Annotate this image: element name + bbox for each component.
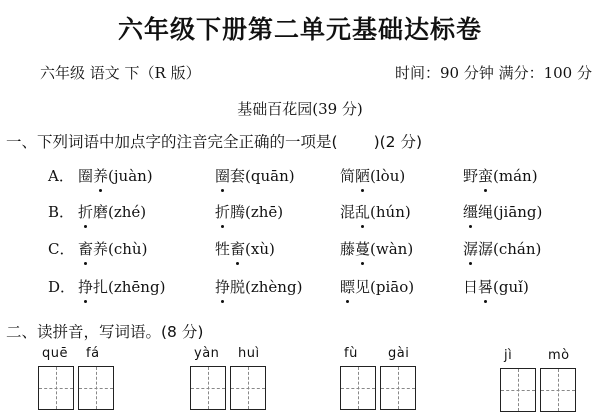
pinyin-syllable: quē [42,346,68,361]
dotted-character: 畜 [78,240,94,258]
dotted-character: 折 [215,203,231,221]
word-part: 日 [463,278,479,296]
writing-box[interactable] [230,366,266,410]
question-2: 二、读拼音，写词语。(8 分) [6,323,204,341]
dotted-character: 圈 [215,167,231,185]
option-word [215,238,275,259]
option-word [215,201,283,222]
pinyin-syllable: jì [504,348,513,363]
word-pinyin: 套(quān) [230,167,295,185]
dotted-character: 折 [78,203,94,221]
time-score: 时间：90 分钟 满分：100 分 [394,64,592,82]
writing-box[interactable] [380,366,416,410]
question-1 [6,130,422,152]
dotted-character: 蛮 [478,167,494,185]
pinyin-syllable: gài [388,346,410,361]
word-pinyin: 扎(zhēng) [93,278,166,296]
word-pinyin: (lòu) [370,167,406,185]
word-pinyin: (guǐ) [493,278,529,296]
word-pinyin: (mán) [493,167,538,185]
option-letter[interactable]: A． [48,167,74,185]
writing-box[interactable] [500,368,536,412]
writing-box[interactable] [78,366,114,410]
word-pinyin: (juàn) [108,167,153,185]
grade-subject: 六年级 语文 下（R 版） [40,64,201,82]
pinyin-syllable: fá [86,346,100,361]
dotted-character: 挣 [215,278,231,296]
option-word [215,276,302,297]
dotted-character: 畜 [230,240,246,258]
word-pinyin: 脱(zhèng) [230,278,303,296]
word-pinyin: (wàn) [370,240,414,258]
option-word [215,165,295,186]
writing-box[interactable] [340,366,376,410]
word-pinyin: 潺(chán) [478,240,542,258]
word-pinyin: 腾(zhē) [230,203,284,221]
word-pinyin: (xù) [245,240,275,258]
word-part: 简 [340,167,356,185]
dotted-character: 晷 [478,278,494,296]
dotted-character: 养 [93,167,109,185]
option-word [340,201,411,222]
word-part: 圈 [78,167,94,185]
word-pinyin: 磨(zhé) [93,203,147,221]
pinyin-syllable: huì [238,346,260,361]
option-word [340,238,413,259]
page-title: 六年级下册第二单元基础达标卷 [117,15,482,44]
option-word [78,201,146,222]
dotted-character: 蔓 [355,240,371,258]
pinyin-syllable: yàn [194,346,220,361]
dotted-character: 挣 [78,278,94,296]
pinyin-syllable: mò [548,348,570,363]
writing-box[interactable] [190,366,226,410]
dotted-character: 陋 [355,167,371,185]
word-pinyin: 绳(jiāng) [478,203,543,221]
word-pinyin: 见(piāo) [355,278,415,296]
option-word [340,276,414,297]
pinyin-syllable: fù [344,346,358,361]
word-pinyin: 养(chù) [93,240,148,258]
word-pinyin: (hún) [370,203,411,221]
dotted-character: 缰 [463,203,479,221]
option-letter[interactable]: C． [48,240,75,258]
word-part: 野 [463,167,479,185]
option-word [463,201,542,222]
option-word [463,276,529,297]
dotted-character: 乱 [355,203,371,221]
question-1-score: )(2 分) [373,133,422,151]
option-word [78,165,153,186]
word-part: 藤 [340,240,356,258]
option-word [463,165,538,186]
writing-box[interactable] [540,368,576,412]
option-letter[interactable]: B． [48,203,75,221]
dotted-character: 瞟 [340,278,356,296]
dotted-character: 潺 [463,240,479,258]
option-letter[interactable]: D． [48,278,76,296]
option-word [340,165,405,186]
section-title: 基础百花园(39 分) [237,100,363,118]
word-part: 混 [340,203,356,221]
writing-box[interactable] [38,366,74,410]
option-word [78,238,147,259]
word-part: 牲 [215,240,231,258]
option-word [463,238,541,259]
option-word [78,276,165,297]
question-1-text: 一、下列词语中加点字的注音完全正确的一项是( [6,133,338,151]
